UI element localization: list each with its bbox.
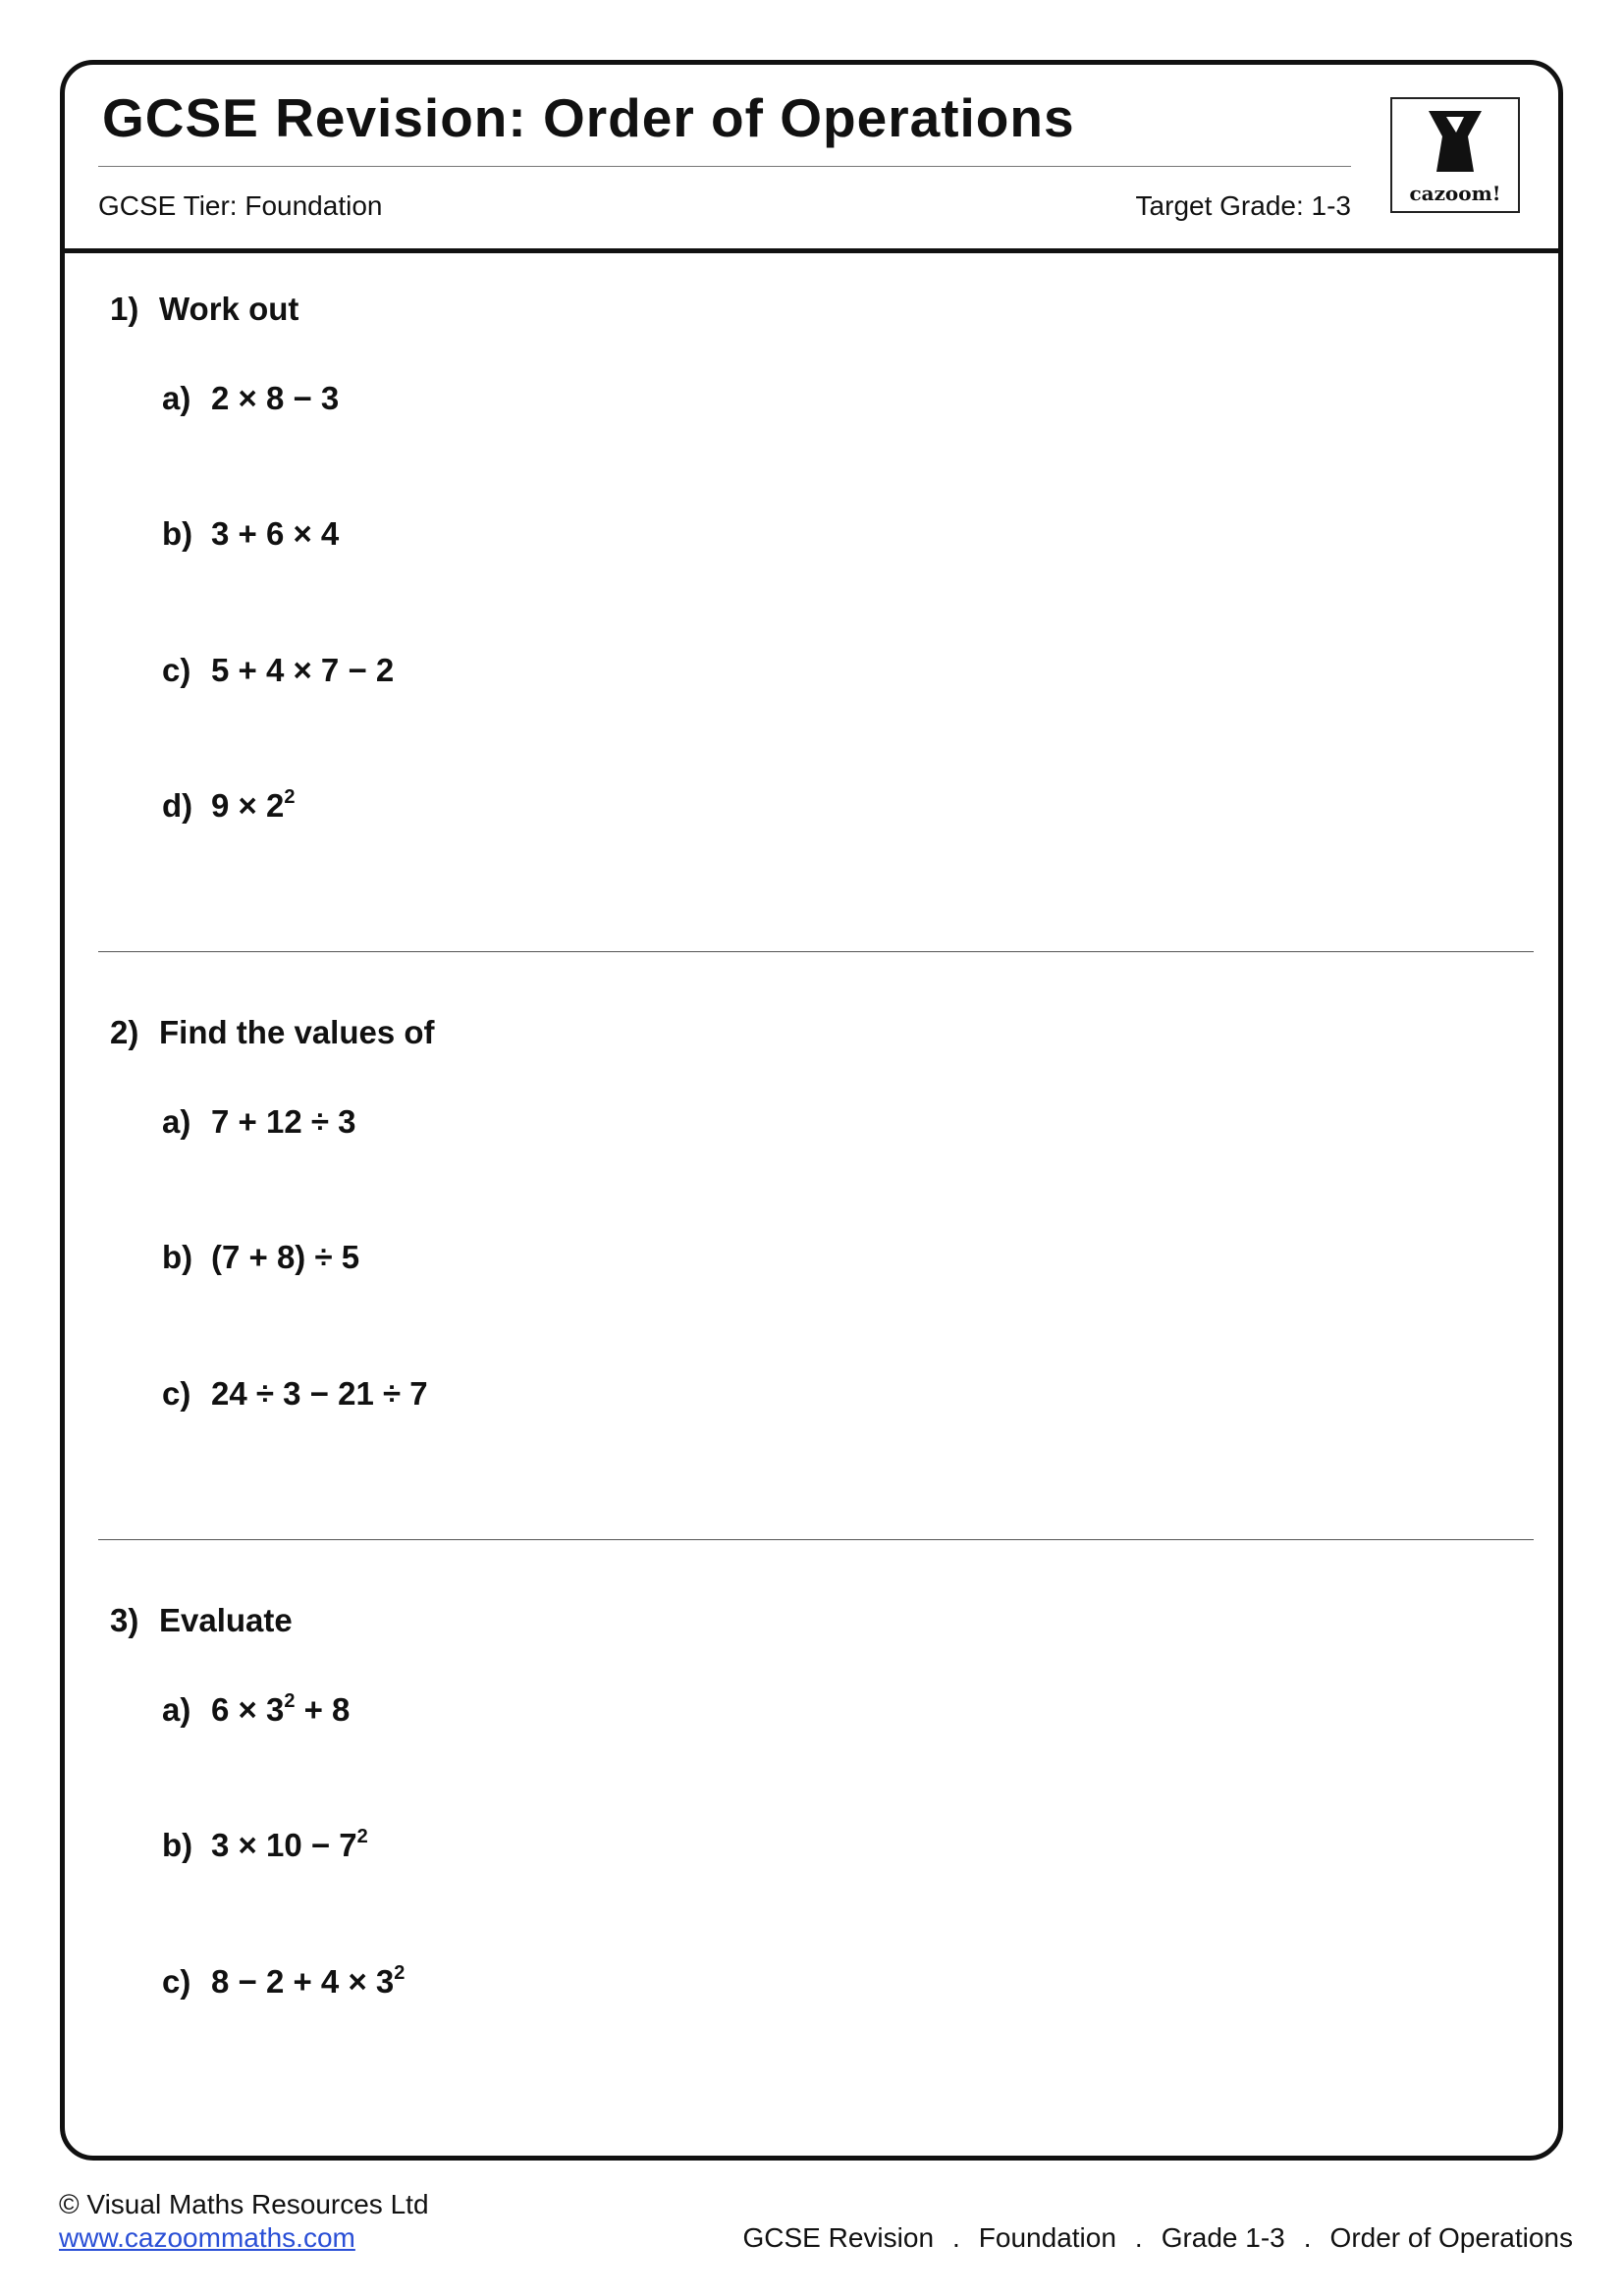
footer-crumb: Foundation bbox=[978, 2222, 1116, 2253]
part-label: a) bbox=[162, 1103, 191, 1140]
question-1 bbox=[110, 291, 298, 328]
section-divider bbox=[98, 951, 1534, 952]
exponent: 2 bbox=[394, 1962, 406, 1984]
question-prompt: Evaluate bbox=[159, 1602, 293, 1638]
part-label: c) bbox=[162, 652, 191, 688]
question-3-part-c bbox=[162, 1963, 405, 2001]
header-divider bbox=[62, 248, 1561, 253]
footer-separator: . bbox=[1303, 2222, 1312, 2253]
footer-separator: . bbox=[1134, 2222, 1143, 2253]
part-expression: 6 × 3 bbox=[211, 1691, 285, 1728]
drum-icon bbox=[1425, 109, 1486, 174]
question-2 bbox=[110, 1014, 435, 1051]
part-label: d) bbox=[162, 787, 193, 824]
exponent: 2 bbox=[284, 786, 296, 808]
part-label: c) bbox=[162, 1963, 191, 2000]
part-expression: 24 ÷ 3 − 21 ÷ 7 bbox=[211, 1375, 428, 1412]
part-expression-tail: + 8 bbox=[295, 1691, 351, 1728]
section-divider bbox=[98, 1539, 1534, 1540]
question-3-part-a bbox=[162, 1691, 350, 1729]
footer-crumb: GCSE Revision bbox=[742, 2222, 935, 2253]
question-1-part-b bbox=[162, 515, 339, 553]
part-expression: 7 + 12 ÷ 3 bbox=[211, 1103, 356, 1140]
title-divider bbox=[98, 166, 1351, 167]
part-label: b) bbox=[162, 515, 193, 552]
part-label: c) bbox=[162, 1375, 191, 1412]
exponent: 2 bbox=[356, 1826, 368, 1847]
part-expression: 3 + 6 × 4 bbox=[211, 515, 340, 552]
question-number: 1) bbox=[110, 291, 139, 327]
part-expression: 8 − 2 + 4 × 3 bbox=[211, 1963, 395, 2000]
part-label: a) bbox=[162, 380, 191, 416]
footer-crumb: Order of Operations bbox=[1329, 2222, 1573, 2253]
exponent: 2 bbox=[284, 1690, 296, 1712]
question-number: 3) bbox=[110, 1602, 139, 1638]
question-prompt: Work out bbox=[159, 291, 299, 327]
question-3 bbox=[110, 1602, 293, 1639]
part-expression: 5 + 4 × 7 − 2 bbox=[211, 652, 395, 688]
part-expression: (7 + 8) ÷ 5 bbox=[211, 1239, 360, 1275]
footer-breadcrumb bbox=[743, 2222, 1574, 2254]
part-expression: 3 × 10 − 7 bbox=[211, 1827, 357, 1863]
question-number: 2) bbox=[110, 1014, 139, 1050]
question-1-part-c bbox=[162, 652, 394, 689]
part-label: a) bbox=[162, 1691, 191, 1728]
cazoom-logo bbox=[1390, 97, 1520, 213]
question-1-part-d bbox=[162, 787, 295, 825]
target-grade-label: Target Grade: 1-3 bbox=[1135, 190, 1351, 221]
page-title: GCSE Revision: Order of Operations bbox=[102, 87, 1075, 148]
logo-text: cazoom! bbox=[1409, 182, 1501, 205]
copyright-text: © Visual Maths Resources Ltd bbox=[59, 2189, 429, 2219]
part-expression: 9 × 2 bbox=[211, 787, 285, 824]
question-3-part-b bbox=[162, 1827, 368, 1864]
question-prompt: Find the values of bbox=[159, 1014, 435, 1050]
part-label: b) bbox=[162, 1827, 193, 1863]
question-1-part-a bbox=[162, 380, 339, 417]
website-link[interactable]: www.cazoommaths.com bbox=[59, 2222, 355, 2253]
part-expression: 2 × 8 − 3 bbox=[211, 380, 340, 416]
question-2-part-a bbox=[162, 1103, 355, 1141]
footer-crumb: Grade 1-3 bbox=[1161, 2222, 1285, 2253]
question-2-part-c bbox=[162, 1375, 428, 1413]
footer-separator: . bbox=[952, 2222, 960, 2253]
tier-label: GCSE Tier: Foundation bbox=[98, 190, 383, 221]
question-2-part-b bbox=[162, 1239, 359, 1276]
part-label: b) bbox=[162, 1239, 193, 1275]
